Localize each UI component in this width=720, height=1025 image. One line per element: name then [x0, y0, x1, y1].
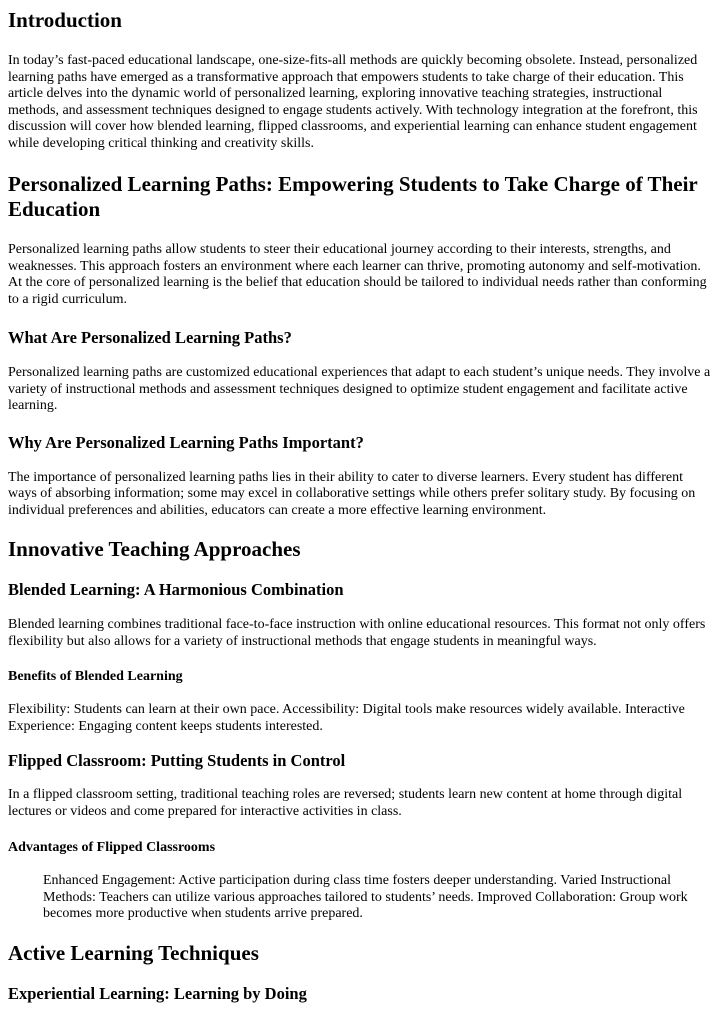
innovative-teaching-heading: Innovative Teaching Approaches — [8, 537, 301, 561]
what-are-plp-paragraph: Personalized learning paths are customized educational experiences that adapt to each student’s unique needs. They involve a variety of instructional methods and assessment techniques designed to optimize student engagement and facilitate active learning. — [8, 365, 711, 413]
advantages-flipped-heading: Advantages of Flipped Classrooms — [8, 840, 216, 855]
personalized-learning-paths-paragraph: Personalized learning paths allow students to steer their educational journey according to their interests, strengths, and weaknesses. This approach fosters an environment where each learner can thrive, promoting autonomy and self-motivation. At the core of personalized learning is the belief that education should be tailored to individual needs rather than conforming to a rigid curriculum. — [8, 242, 707, 307]
why-plp-important-heading: Why Are Personalized Learning Paths Important? — [8, 432, 364, 452]
advantages-flipped-quote: Enhanced Engagement: Active participation during class time fosters deeper understanding. Varied Instructional Methods: Teachers can utilize various approaches tailored to students’ needs. Improved Collaboration: Group work becomes more productive when students arrive prepared. — [43, 873, 688, 921]
article — [0, 8, 720, 1004]
personalized-learning-paths-heading: Personalized Learning Paths: Empowering Students to Take Charge of Their Education — [8, 172, 698, 221]
introduction-heading: Introduction — [8, 8, 122, 32]
active-learning-heading: Active Learning Techniques — [8, 940, 259, 965]
introduction-paragraph: In today’s fast-paced educational landscape, one-size-fits-all methods are quickly becoming obsolete. Instead, personalized learning paths have emerged as a transformative approach that empowers students to take charge of their education. This article delves into the dynamic world of personalized learning, exploring innovative teaching strategies, instructional methods, and assessment techniques designed to engage students actively. With technology integration at the forefront, this discussion will cover how blended learning, flipped classrooms, and experiential learning can enhance student engagement while developing critical thinking and creativity skills. — [8, 53, 698, 151]
flipped-classroom-paragraph: In a flipped classroom setting, traditional teaching roles are reversed; students learn new content at home through digital lectures or videos and come prepared for interactive activities in class. — [8, 787, 683, 819]
benefits-blended-paragraph: Flexibility: Students can learn at their own pace. Accessibility: Digital tools make resources widely available. Interactive Experience: Engaging content keeps students interested. — [8, 702, 685, 734]
blended-learning-paragraph: Blended learning combines traditional face-to-face instruction with online educational resources. This format not only offers flexibility but also allows for a variety of instructional methods that engage students in meaningful ways. — [8, 617, 706, 649]
benefits-blended-heading: Benefits of Blended Learning — [8, 669, 183, 684]
blended-learning-heading: Blended Learning: A Harmonious Combination — [8, 580, 344, 599]
experiential-learning-heading: Experiential Learning: Learning by Doing — [8, 983, 307, 1003]
flipped-classroom-heading: Flipped Classroom: Putting Students in Control — [8, 751, 346, 770]
what-are-plp-heading: What Are Personalized Learning Paths? — [8, 328, 292, 347]
why-plp-important-paragraph: The importance of personalized learning paths lies in their ability to cater to diverse learners. Every student has different ways of absorbing information; some may excel in collaborative settings while others prefer solitary study. By focusing on individual preferences and abilities, educators can create a more effective learning environment. — [8, 469, 696, 518]
